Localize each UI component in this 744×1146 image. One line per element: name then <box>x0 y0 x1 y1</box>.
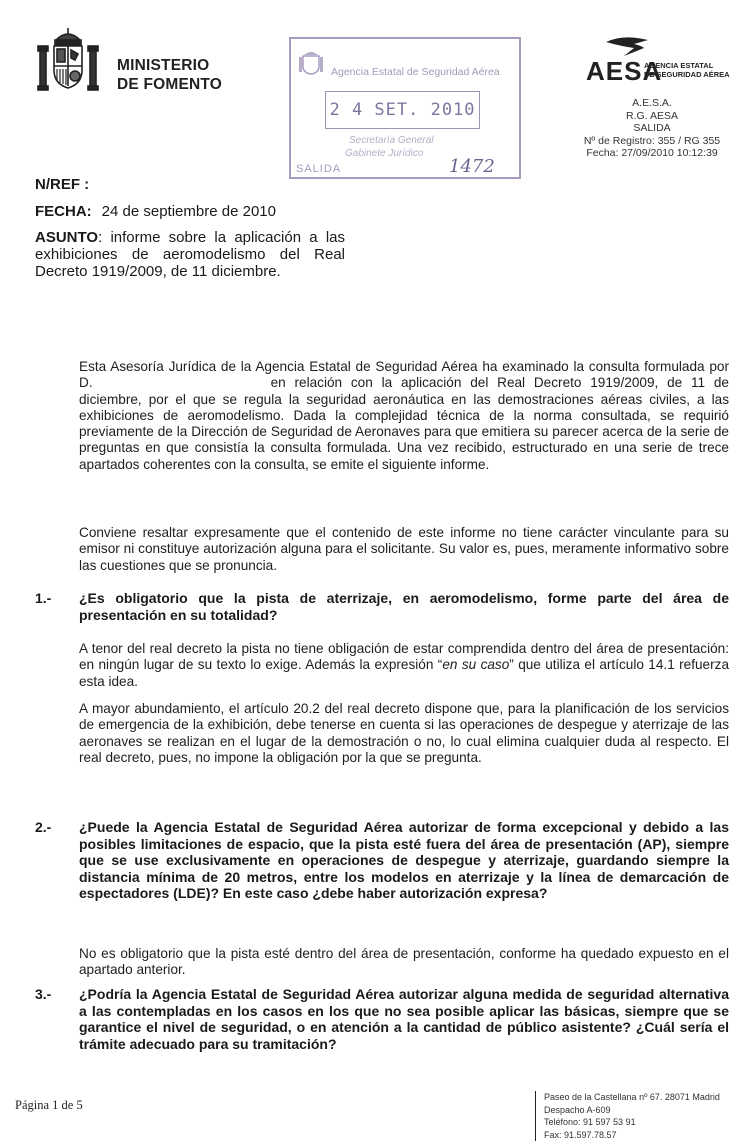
intro-text-a: Esta Asesoría Jurídica de la Agencia Estatal de Seguridad Aérea ha examinado la consulta formulada por D. <box>79 359 729 391</box>
section-1-question: ¿Es obligatorio que la pista de aterrizaje, en aeromodelismo, forme parte del área de presentación en su totalidad? <box>79 590 729 623</box>
stamp-gabinete: Gabinete Jurídico <box>345 148 424 159</box>
registry-stamp <box>560 97 744 160</box>
stamp-secretaria: Secretaría General <box>349 135 434 146</box>
asunto-label: ASUNTO <box>35 229 99 246</box>
section-2-answer: No es obligatorio que la pista esté dentro del área de presentación, conforme ha quedado expuesto en el apartado anterior. <box>79 946 729 978</box>
ministry-line-2: DE FOMENTO <box>117 76 223 93</box>
page-number: Página 1 de 5 <box>15 1098 83 1112</box>
asunto-value: : informe sobre la aplicación a las exhibiciones de aeromodelismo del Real Decreto 1919/2009, de 11 diciembre. <box>35 229 345 280</box>
nref-label: N/REF : <box>35 176 90 193</box>
stamp-date: 2 4 SET. 2010 <box>325 91 480 129</box>
exit-stamp <box>289 37 521 179</box>
ministry-name <box>117 56 222 94</box>
section-1-number: 1.- <box>35 590 52 606</box>
section-1-answer-1-em: en su caso <box>442 657 510 673</box>
aesa-subtitle-line-1: AGENCIA ESTATAL <box>644 61 714 70</box>
fecha-row <box>35 203 276 220</box>
disclaimer-paragraph: Conviene resaltar expresamente que el contenido de este informe no tiene carácter vinculante para su emisor ni constituye autorización alguna para el solicitante. Su valor es, pues, meramente informativo sobre las cuestiones que se pronuncia. <box>79 525 729 573</box>
section-1-answer-1 <box>79 641 729 690</box>
footer-address: Paseo de la Castellana nº 67. 28071 Madrid <box>544 1092 720 1102</box>
section-1-answer-1-a: A tenor del real decreto la pista no tiene obligación de estar comprendida dentro del área de presentación: en ningún lugar de su texto lo exige. Además la expresión “ <box>79 641 729 673</box>
registry-line-1: A.E.S.A. <box>632 97 672 109</box>
section-1-answer-1-b: ” que utiliza el artículo 14.1 refuerza esta idea. <box>79 657 730 689</box>
footer-address-block <box>535 1091 720 1141</box>
footer-office: Despacho A-609 <box>544 1104 611 1115</box>
aesa-bird-icon <box>604 34 650 58</box>
footer-fax: Fax: 91.597.78.57 <box>544 1129 617 1140</box>
aesa-mark: AESA <box>586 56 663 86</box>
fecha-value: 24 de septiembre de 2010 <box>101 203 276 220</box>
registry-date: Fecha: 27/09/2010 10:12:39 <box>586 147 718 159</box>
section-3-number: 3.- <box>35 986 52 1002</box>
stamp-salida: SALIDA <box>296 163 342 175</box>
coat-of-arms-icon <box>36 26 100 98</box>
registry-line-3: SALIDA <box>633 122 671 134</box>
intro-text-b: en relación con la aplicación del Real Decreto 1919/2009, de 11 de diciembre, por el que se regula la seguridad aeronáutica en las demostraciones aéreas civiles, a las exhibiciones de aeromodelismo. Dada la complejidad técnica de la norma consultada, se requirió previamente de la Dirección de Seguridad de Aeronaves para que emitiera su parecer acerca de la serie de preguntas en que consistía la consulta formulada. Una vez recibido, estructurado en una serie de trece apartados coherentes con la consulta, se emite el siguiente informe. <box>79 375 729 472</box>
stamp-number: 1472 <box>449 156 495 177</box>
section-3-question: ¿Podría la Agencia Estatal de Seguridad Aérea autorizar alguna medida de seguridad alternativa a las contempladas en los casos en los que no sea posible aplicar las básicas, siempre que se garantice el nivel de seguridad, o en atención a la cantidad de público asistente? ¿Cuál sería el trámite adecuado para su tramitación? <box>79 986 729 1052</box>
section-2-number: 2.- <box>35 819 52 835</box>
section-2-question: ¿Puede la Agencia Estatal de Seguridad Aérea autorizar de forma excepcional y debido a las posibles limitaciones de espacio, que la pista esté fuera del área de presentación (AP), siempre que se use exclusivamente en operaciones de despegue y aterrizaje, guardando siempre la distancia mínima de 20 metros, entre los modelos en aterrizaje y la línea de demarcación de espectadores (LDE)? En este caso ¿debe haber autorización expresa? <box>79 819 729 901</box>
registry-number: Nº de Registro: 355 / RG 355 <box>583 134 721 147</box>
ministry-line-1: MINISTERIO <box>117 57 210 74</box>
stamp-agency: Agencia Estatal de Seguridad Aérea <box>331 66 500 78</box>
aesa-logo <box>586 34 744 90</box>
footer-phone: Teléfono: 91 597 53 91 <box>544 1117 636 1127</box>
registry-line-2: R.G. AESA <box>626 109 678 122</box>
asunto-row <box>35 229 345 280</box>
intro-paragraph <box>79 359 729 473</box>
aesa-subtitle-line-2: DE SEGURIDAD AÉREA <box>644 70 730 79</box>
aesa-subtitle <box>644 61 730 79</box>
stamp-coat-of-arms-icon <box>299 49 323 75</box>
fecha-label: FECHA: <box>35 203 92 220</box>
section-1-answer-2: A mayor abundamiento, el artículo 20.2 del real decreto dispone que, para la planificación de los servicios de emergencia de la exhibición, debe tenerse en cuenta si las operaciones de despegue y aterrizaje de las aeronaves se realizan en el lugar de la demostración o no, lo cual elimina cualquier duda al respecto. El real decreto, pues, no impone la obligación por la que se pregunta. <box>79 701 729 765</box>
